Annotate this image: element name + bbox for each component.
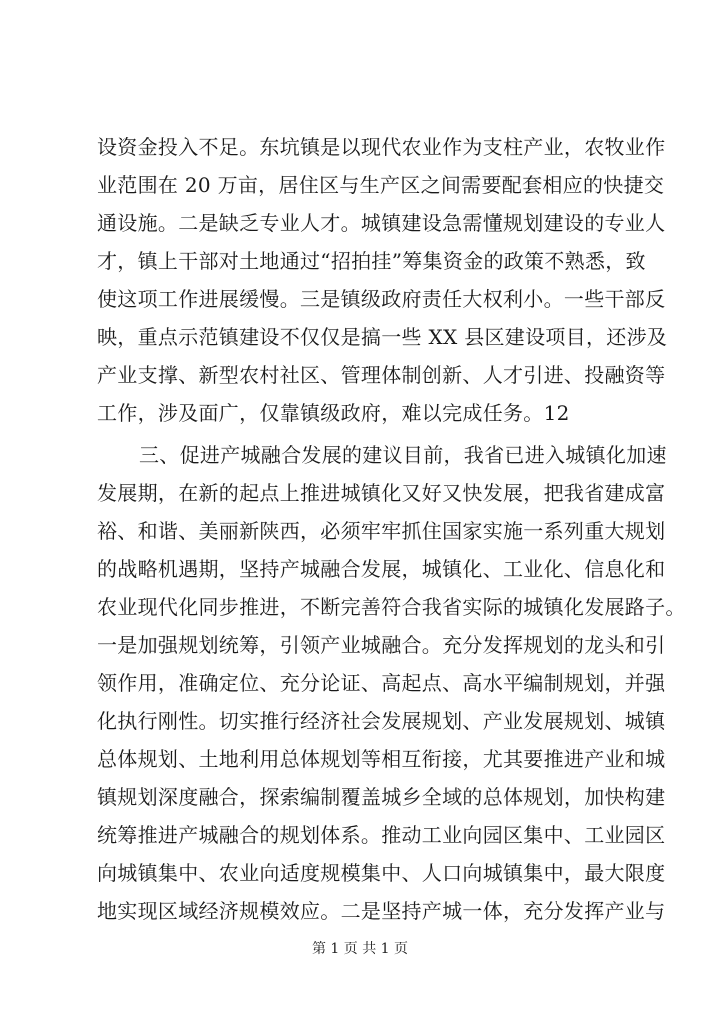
text-line: 地实现区域经济规模效应。二是坚持产城一体，充分发挥产业与 — [97, 899, 666, 923]
text-line: 镇规划深度融合，探索编制覆盖城乡全域的总体规划，加快构建 — [97, 785, 666, 809]
text-line: 裕、和谐、美丽新陕西，必须牢牢抓住国家实施一系列重大规划 — [97, 519, 666, 543]
text-line: 三、促进产城融合发展的建议目前，我省已进入城镇化加速 — [139, 443, 667, 467]
text-line: 向城镇集中、农业向适度规模集中、人口向城镇集中，最大限度 — [97, 861, 666, 885]
document-body — [97, 128, 686, 930]
text-line: 映，重点示范镇建设不仅仅是搞一些 XX 县区建设项目，还涉及 — [97, 325, 668, 349]
text-line: 使这项工作进展缓慢。三是镇级政府责任大权利小。一些干部反 — [97, 287, 666, 311]
page-number-footer: 第 1 页 共 1 页 — [311, 941, 409, 957]
text-line: 业范围在 20 万亩，居住区与生产区之间需要配套相应的快捷交 — [97, 173, 665, 197]
text-line: 才，镇上干部对土地通过“招拍挂”筹集资金的政策不熟悉，致 — [97, 249, 646, 273]
text-line: 化执行刚性。切实推行经济社会发展规划、产业发展规划、城镇 — [97, 709, 666, 733]
text-line: 一是加强规划统筹，引领产业城融合。充分发挥规划的龙头和引 — [97, 633, 666, 657]
paragraph-1 — [97, 128, 668, 432]
text-line: 总体规划、土地利用总体规划等相互衔接，尤其要推进产业和城 — [97, 747, 666, 771]
text-line: 领作用，准确定位、充分论证、高起点、高水平编制规划，并强 — [97, 671, 666, 695]
text-line: 通设施。二是缺乏专业人才。城镇建设急需懂规划建设的专业人 — [97, 211, 666, 235]
paragraph-2 — [97, 436, 686, 930]
text-line: 统筹推进产城融合的规划体系。推动工业向园区集中、工业园区 — [97, 823, 666, 847]
text-line: 设资金投入不足。东坑镇是以现代农业作为支柱产业，农牧业作 — [97, 135, 666, 159]
text-line: 工作，涉及面广，仅靠镇级政府，难以完成任务。12 — [97, 401, 570, 425]
text-line: 的战略机遇期，坚持产城融合发展，城镇化、工业化、信息化和 — [97, 557, 666, 581]
text-line: 发展期，在新的起点上推进城镇化又好又快发展，把我省建成富 — [97, 481, 666, 505]
text-line: 农业现代化同步推进，不断完善符合我省实际的城镇化发展路子。 — [97, 595, 686, 619]
text-line: 产业支撑、新型农村社区、管理体制创新、人才引进、投融资等 — [97, 363, 666, 387]
